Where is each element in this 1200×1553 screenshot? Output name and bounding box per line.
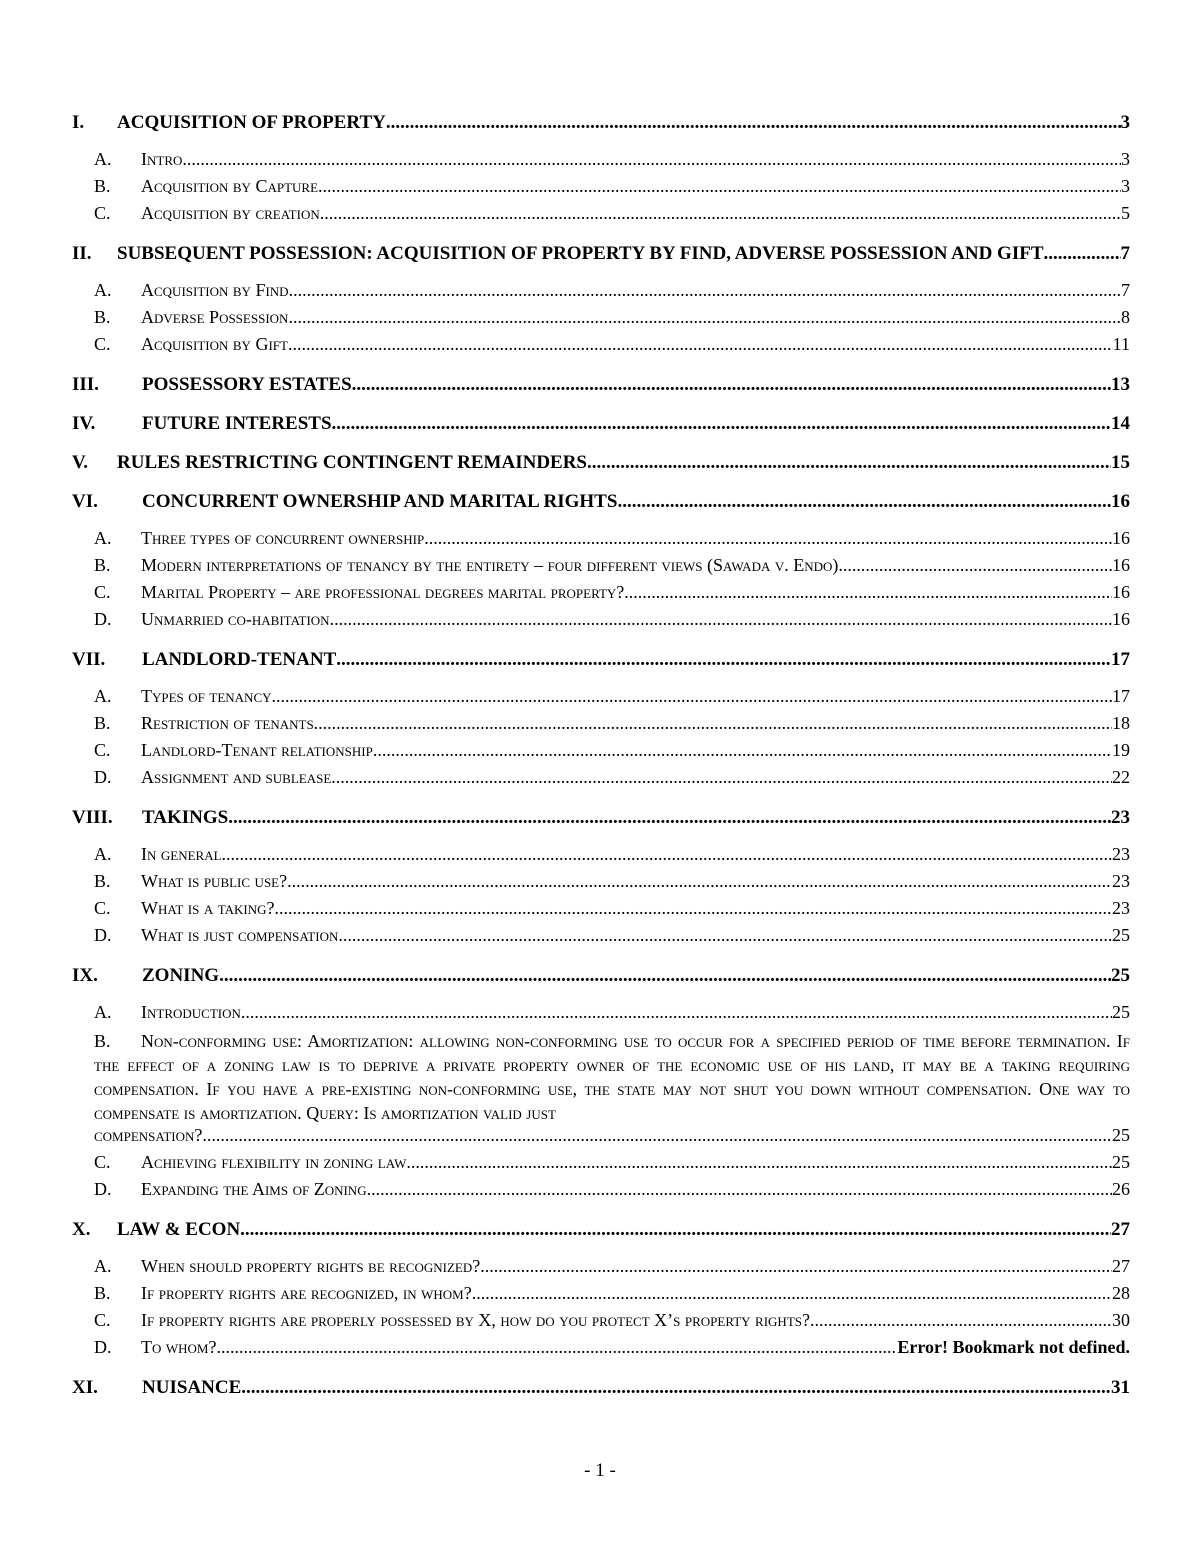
toc-entry[interactable] bbox=[72, 374, 1130, 400]
page-number: 25 bbox=[1112, 1152, 1130, 1172]
dot-leader bbox=[274, 898, 1112, 919]
dot-leader bbox=[624, 582, 1112, 603]
page-number: 25 bbox=[1112, 1002, 1130, 1022]
dot-leader bbox=[386, 112, 1121, 134]
subsection-title: Three types of concurrent ownership bbox=[141, 528, 425, 548]
toc-subentry[interactable] bbox=[72, 1256, 1130, 1283]
dot-leader bbox=[318, 176, 1121, 197]
toc-entry[interactable] bbox=[72, 1219, 1130, 1245]
section-title: RULES RESTRICTING CONTINGENT REMAINDERS bbox=[117, 452, 587, 473]
toc-subentry[interactable] bbox=[72, 555, 1130, 582]
subsection-title-tail: compensation? bbox=[94, 1125, 203, 1145]
dot-leader bbox=[352, 374, 1111, 396]
toc-subentry[interactable] bbox=[72, 307, 1130, 334]
subsection-title: Expanding the Aims of Zoning bbox=[141, 1179, 367, 1199]
dot-leader bbox=[480, 1256, 1112, 1277]
subsection-letter: A. bbox=[94, 1002, 112, 1022]
page-number: 23 bbox=[1112, 871, 1130, 891]
page-number: 17 bbox=[1112, 686, 1130, 706]
page-footer-number: - 1 - bbox=[584, 1460, 616, 1481]
page-number: 8 bbox=[1121, 307, 1130, 327]
toc-subentry[interactable] bbox=[72, 1152, 1130, 1179]
page-number: 25 bbox=[1111, 965, 1130, 986]
subsection-letter: B. bbox=[94, 555, 111, 575]
bookmark-error: Error! Bookmark not defined. bbox=[897, 1337, 1130, 1357]
subsection-title: If property rights are recognized, in whom? bbox=[141, 1283, 472, 1303]
page-number: 19 bbox=[1112, 740, 1130, 760]
page-number: 26 bbox=[1112, 1179, 1130, 1199]
toc-subentry[interactable] bbox=[72, 280, 1130, 307]
dot-leader bbox=[587, 452, 1111, 474]
subsection-letter: B. bbox=[94, 307, 111, 327]
page-number: 30 bbox=[1112, 1310, 1130, 1330]
dot-leader bbox=[373, 740, 1112, 761]
subsection-title: Assignment and sublease bbox=[141, 767, 332, 787]
toc-subentry[interactable] bbox=[72, 203, 1130, 230]
subsection-title: Acquisition by Find bbox=[141, 280, 289, 300]
toc-subentry[interactable] bbox=[72, 713, 1130, 740]
subsection-letter: C. bbox=[94, 898, 111, 918]
section-number: VII. bbox=[72, 649, 106, 670]
subsection-letter: C. bbox=[94, 334, 111, 354]
dot-leader bbox=[289, 280, 1121, 301]
dot-leader bbox=[222, 844, 1112, 865]
page-number: 31 bbox=[1111, 1377, 1130, 1398]
section-number: I. bbox=[72, 112, 85, 133]
page-number: 11 bbox=[1112, 334, 1130, 354]
subsection-letter: D. bbox=[94, 1179, 112, 1199]
page-number: 16 bbox=[1112, 582, 1130, 602]
dot-leader bbox=[241, 1377, 1111, 1399]
toc-subentry[interactable] bbox=[72, 149, 1130, 176]
dot-leader bbox=[330, 609, 1112, 630]
subsection-letter: A. bbox=[94, 844, 112, 864]
toc-subentry[interactable] bbox=[72, 844, 1130, 871]
section-title: FUTURE INTERESTS bbox=[142, 413, 332, 434]
table-of-contents bbox=[72, 112, 1130, 1403]
dot-leader bbox=[272, 686, 1112, 707]
toc-subentry[interactable] bbox=[72, 686, 1130, 713]
subsection-letter: B. bbox=[94, 871, 111, 891]
page-number: 27 bbox=[1112, 1256, 1130, 1276]
dot-leader bbox=[617, 491, 1111, 513]
page-number: 28 bbox=[1112, 1283, 1130, 1303]
subsection-title: If property rights are properly possessed by X, how do you protect X’s property rights? bbox=[141, 1310, 810, 1330]
page-number: 18 bbox=[1112, 713, 1130, 733]
page-number: 3 bbox=[1120, 112, 1130, 133]
toc-subentry[interactable] bbox=[72, 582, 1130, 609]
subsection-letter: C. bbox=[94, 740, 111, 760]
page-number: 25 bbox=[1112, 1125, 1130, 1145]
page-number: 7 bbox=[1121, 280, 1130, 300]
toc-subentry[interactable] bbox=[72, 609, 1130, 636]
page-number: 23 bbox=[1111, 807, 1130, 828]
subsection-letter: C. bbox=[94, 582, 111, 602]
section-title: TAKINGS bbox=[142, 807, 229, 828]
subsection-title: In general bbox=[141, 844, 222, 864]
subsection-letter: B. bbox=[94, 176, 111, 196]
section-title: ZONING bbox=[142, 965, 220, 986]
toc-entry[interactable] bbox=[72, 491, 1130, 517]
section-number: V. bbox=[72, 452, 89, 473]
page-number: 16 bbox=[1111, 491, 1130, 512]
toc-subentry-continuation[interactable] bbox=[72, 1125, 1130, 1152]
subsection-title: Marital Property – are professional degrees marital property? bbox=[141, 582, 625, 602]
section-number: VIII. bbox=[72, 807, 113, 828]
dot-leader bbox=[332, 413, 1111, 435]
page-number: 25 bbox=[1112, 925, 1130, 945]
section-number: XI. bbox=[72, 1377, 98, 1398]
subsection-title: When should property rights be recognized? bbox=[141, 1256, 481, 1276]
section-title: SUBSEQUENT POSSESSION: ACQUISITION OF PROPERTY BY FIND, ADVERSE POSSESSION AND GIFT bbox=[117, 243, 1044, 264]
subsection-letter: A. bbox=[94, 1256, 112, 1276]
subsection-title: Acquisition by Capture bbox=[141, 176, 319, 196]
toc-entry[interactable] bbox=[72, 243, 1130, 269]
dot-leader bbox=[320, 203, 1121, 224]
section-number: II. bbox=[72, 243, 92, 264]
subsection-title: Landlord-Tenant relationship bbox=[141, 740, 373, 760]
page-number: 7 bbox=[1120, 243, 1130, 264]
toc-subentry[interactable] bbox=[72, 1179, 1130, 1206]
subsection-title: What is a taking? bbox=[141, 898, 275, 918]
subsection-title: Achieving flexibility in zoning law bbox=[141, 1152, 407, 1172]
section-number: IV. bbox=[72, 413, 96, 434]
subsection-letter: D. bbox=[94, 925, 112, 945]
subsection-title: Modern interpretations of tenancy by the entirety – four different views (Sawada v. Endo) bbox=[141, 555, 839, 575]
toc-subentry[interactable] bbox=[72, 1283, 1130, 1310]
dot-leader bbox=[331, 767, 1112, 788]
section-title: NUISANCE bbox=[142, 1377, 242, 1398]
toc-entry[interactable] bbox=[72, 452, 1130, 478]
toc-subentry[interactable] bbox=[72, 1337, 1130, 1364]
page-number: 16 bbox=[1112, 528, 1130, 548]
subsection-title: Adverse Possession bbox=[141, 307, 289, 327]
page-number: 16 bbox=[1112, 609, 1130, 629]
toc-entry[interactable] bbox=[72, 649, 1130, 675]
page-number: 22 bbox=[1112, 767, 1130, 787]
dot-leader bbox=[202, 1125, 1112, 1146]
subsection-letter: B. bbox=[94, 713, 111, 733]
toc-entry[interactable] bbox=[72, 1377, 1130, 1403]
section-number: VI. bbox=[72, 491, 98, 512]
section-title: ACQUISITION OF PROPERTY bbox=[117, 112, 386, 133]
dot-leader bbox=[367, 1179, 1112, 1200]
dot-leader bbox=[182, 149, 1121, 170]
dot-leader bbox=[241, 1002, 1112, 1023]
toc-subentry[interactable] bbox=[72, 528, 1130, 555]
subsection-letter: D. bbox=[94, 1337, 112, 1357]
toc-subentry-multiline[interactable] bbox=[72, 1029, 1130, 1125]
subsection-letter: C. bbox=[94, 1152, 111, 1172]
toc-subentry[interactable] bbox=[72, 925, 1130, 952]
subsection-title: To whom? bbox=[141, 1337, 217, 1357]
page-number: 23 bbox=[1112, 898, 1130, 918]
subsection-title: Restriction of tenants bbox=[141, 713, 314, 733]
subsection-letter: C. bbox=[94, 1310, 111, 1330]
page-number: 16 bbox=[1112, 555, 1130, 575]
dot-leader bbox=[810, 1310, 1112, 1331]
subsection-title: What is just compensation bbox=[141, 925, 339, 945]
toc-subentry[interactable] bbox=[72, 1310, 1130, 1337]
subsection-title: Acquisition by creation bbox=[141, 203, 320, 223]
dot-leader bbox=[338, 925, 1112, 946]
page-number: 13 bbox=[1111, 374, 1130, 395]
dot-leader bbox=[1044, 243, 1121, 265]
subsection-title: Unmarried co-habitation bbox=[141, 609, 330, 629]
page-number: 15 bbox=[1111, 452, 1130, 473]
dot-leader bbox=[288, 307, 1121, 328]
dot-leader bbox=[288, 334, 1113, 355]
subsection-letter: A. bbox=[94, 280, 112, 300]
section-number: III. bbox=[72, 374, 99, 395]
page-number: 27 bbox=[1111, 1219, 1130, 1240]
subsection-letter: A. bbox=[94, 686, 112, 706]
page-number: 14 bbox=[1111, 413, 1130, 434]
toc-entry[interactable] bbox=[72, 965, 1130, 991]
toc-subentry[interactable] bbox=[72, 1002, 1130, 1029]
toc-subentry[interactable] bbox=[72, 740, 1130, 767]
subsection-title: What is public use? bbox=[141, 871, 288, 891]
page-number: 17 bbox=[1111, 649, 1130, 670]
dot-leader bbox=[287, 871, 1112, 892]
dot-leader bbox=[219, 965, 1111, 987]
subsection-title: Introduction bbox=[141, 1002, 241, 1022]
subsection-letter: B. bbox=[94, 1031, 111, 1051]
subsection-title: Acquisition by Gift bbox=[141, 334, 288, 354]
toc-entry[interactable] bbox=[72, 112, 1130, 138]
section-number: IX. bbox=[72, 965, 98, 986]
toc-subentry[interactable] bbox=[72, 898, 1130, 925]
dot-leader bbox=[314, 713, 1112, 734]
toc-entry[interactable] bbox=[72, 807, 1130, 833]
subsection-letter: D. bbox=[94, 767, 112, 787]
page-number: 5 bbox=[1121, 203, 1130, 223]
toc-subentry[interactable] bbox=[72, 334, 1130, 361]
page-number: 3 bbox=[1121, 176, 1130, 196]
dot-leader bbox=[240, 1219, 1111, 1241]
section-title: LANDLORD-TENANT bbox=[142, 649, 337, 670]
toc-subentry[interactable] bbox=[72, 176, 1130, 203]
section-title: CONCURRENT OWNERSHIP AND MARITAL RIGHTS bbox=[142, 491, 618, 512]
dot-leader bbox=[424, 528, 1112, 549]
page-number: 23 bbox=[1112, 844, 1130, 864]
subsection-title: Types of tenancy bbox=[141, 686, 272, 706]
subsection-letter: A. bbox=[94, 149, 112, 169]
subsection-letter: A. bbox=[94, 528, 112, 548]
dot-leader bbox=[336, 649, 1111, 671]
page-number: 3 bbox=[1121, 149, 1130, 169]
toc-subentry[interactable] bbox=[72, 871, 1130, 898]
dot-leader bbox=[406, 1152, 1112, 1173]
section-title: POSSESSORY ESTATES bbox=[142, 374, 352, 395]
subsection-title: Intro bbox=[141, 149, 183, 169]
dot-leader bbox=[228, 807, 1111, 829]
subsection-letter: C. bbox=[94, 203, 111, 223]
dot-leader bbox=[838, 555, 1112, 576]
section-title: LAW & ECON bbox=[117, 1219, 241, 1240]
subsection-letter: B. bbox=[94, 1283, 111, 1303]
dot-leader bbox=[216, 1337, 897, 1358]
subsection-letter: D. bbox=[94, 609, 112, 629]
toc-entry[interactable] bbox=[72, 413, 1130, 439]
section-number: X. bbox=[72, 1219, 91, 1240]
subsection-title: Non-conforming use: Amortization: allowing non-conforming use to occur for a specified period of time before termination. If the effect of a zoning law is to deprive a private property owner of the economic use of his land, it may be a taking requiring compensation. If you have a pre-existing non-conforming use, the state may not shut you down without compensation. One way to compensate is amortization. Query: Is amortization valid just bbox=[94, 1031, 1130, 1123]
dot-leader bbox=[472, 1283, 1112, 1304]
toc-subentry[interactable] bbox=[72, 767, 1130, 794]
